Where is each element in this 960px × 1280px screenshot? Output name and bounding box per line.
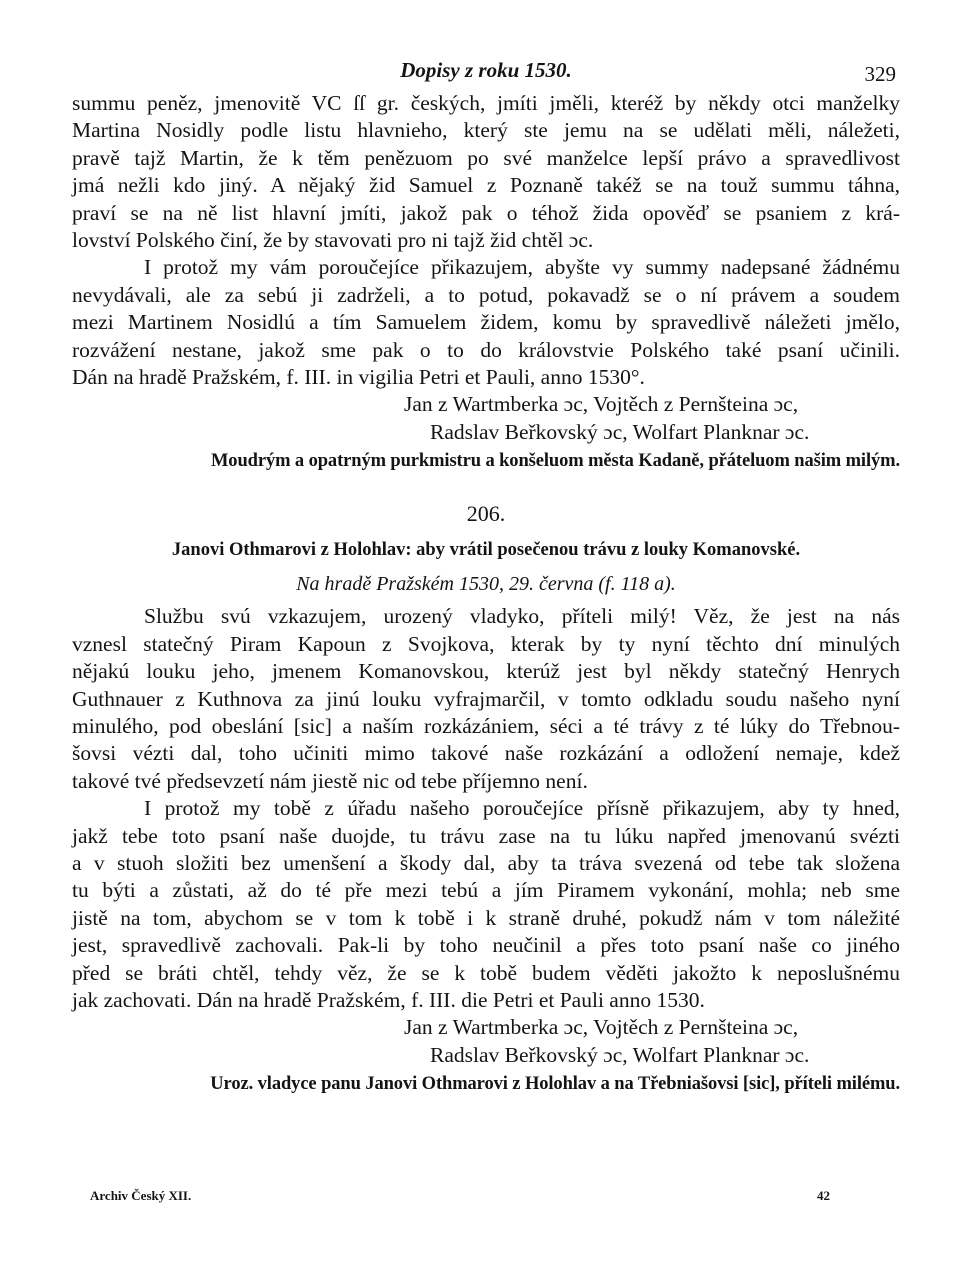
letter-address: Moudrým a opatrným purkmistru a konšeluom města Kadaně, přáteluom našim milým. [210, 451, 900, 472]
footer-signature-mark: 42 [817, 1188, 830, 1203]
running-title: Dopisy z roku 1530. [400, 58, 572, 82]
text-line: minulého, pod obeslání [sic] a naším rozkázániem, séci a té trávy z té lúky do Třebnou- [72, 713, 900, 738]
text-line: jistě na tom, abychom se v tom k tobě i k straně druhé, pokudž nám v tom náležité [72, 905, 900, 930]
letter-206-body [72, 603, 900, 1098]
text-line: takové tvé předsevzetí nám jiestě nic od tebe příjemno není. [72, 768, 588, 793]
text-line: před se bráti chtěl, tehdy věz, že se k tobě budem věděti jakožto k neposlušnému [72, 960, 900, 985]
letter-205-body [72, 90, 900, 475]
text-line: I protož my vám poroučejíce přikazujem, abyšte vy summy nadepsané žádnému [144, 255, 900, 280]
text-line: Službu svú vzkazujem, urozený vladyko, příteli milý! Věz, že jest na nás [144, 604, 900, 629]
text-line: a v stuoh složiti bez umenšení a škody dal, aby ta tráva svezená od tebe tak složena [72, 850, 900, 875]
text-line: praví se na ně list hlavní jmíti, jakož pak o téhož žida opověď se psaniem z krá- [72, 200, 900, 225]
text-line: tu býti a zůstati, až do té pře mezi tebú a jím Piramem vykonání, mohla; neb sme [72, 878, 900, 903]
document-date: Na hradě Pražském 1530, 29. června (f. 118 a). [296, 573, 676, 596]
document-number: 206. [466, 501, 506, 527]
text-line: Martina Nosidly podle listu hlavnieho, který ste jemu na se udělati měli, náležeti, [72, 118, 900, 143]
signature-line: Radslav Beřkovský ɔc, Wolfart Planknar ɔc. [430, 1042, 810, 1067]
running-head [72, 56, 900, 90]
document-page [72, 56, 900, 1098]
footer-source: Archiv Český XII. [90, 1188, 192, 1203]
letter-address: Uroz. vladyce panu Janovi Othmarovi z Holohlav a na Třebniašovsi [sic], příteli milému. [210, 1074, 900, 1095]
text-line: jak zachovati. Dán na hradě Pražském, f. III. die Petri et Pauli anno 1530. [72, 987, 705, 1012]
text-line: jest, spravedlivě zachovali. Pak-li by toho neučinil a přes toto psaní naše co jiného [72, 933, 900, 958]
text-line: nějakú louku jeho, jmenem Komanovskou, kterúž jest byl někdy statečný Henrych [72, 659, 900, 684]
text-line: vznesl statečný Piram Kapoun z Svojkova, kterak by ty nyní těchto dní minulých [72, 631, 900, 656]
text-line: mezi Martinem Nosidlú a tím Samuelem židem, komu by spravedlivě náležeti jmělo, [72, 310, 900, 335]
signature-line: Jan z Wartmberka ɔc, Vojtěch z Pernšteina ɔc, [404, 1015, 799, 1040]
text-line: nevydávali, ale za sebú ji zadrželi, a to potud, pokavadž se o ní právem a soudem [72, 282, 900, 307]
text-line: rozvážení nestane, jakož sme pak o to do královstvie Polského také psaní učinili. [72, 337, 900, 362]
text-line: šovsi vézti dal, toho učiniti mimo takové naše rozkázání a odložení nemaje, kdež [72, 741, 900, 766]
page-number: 329 [864, 62, 896, 86]
text-line: Guthnauer z Kuthnova za jinú louku vyfrajmarčil, v tomto odkladu soudu našeho nyní [72, 686, 900, 711]
text-line: pravě tajž Martin, že k těm penězuom po své manželce lepší právo a spravedlivost [72, 145, 900, 170]
document-heading: Janovi Othmarovi z Holohlav: aby vrátil posečenou trávu z louky Komanovské. [171, 540, 801, 561]
text-line: jakž tebe toto psaní naše duojde, tu trávu zase na tu lúku napřed jmenovanú svézti [72, 823, 900, 848]
signature-line: Radslav Beřkovský ɔc, Wolfart Planknar ɔc. [430, 419, 810, 444]
signature-line: Jan z Wartmberka ɔc, Vojtěch z Pernšteina ɔc, [404, 392, 799, 417]
text-line: Dán na hradě Pražském, f. III. in vigilia Petri et Pauli, anno 1530°. [72, 365, 645, 390]
text-line: jmá nežli kdo jiný. A nějaký žid Samuel z Poznaně takéž se na touž summu táhna, [72, 173, 900, 198]
text-line: I protož my tobě z úřadu našeho poroučejíce přísně přikazujem, aby ty hned, [144, 796, 900, 821]
text-line: summu peněz, jmenovitě VC ſſ gr. českých, jmíti jměli, kteréž by někdy otci manželky [72, 91, 900, 115]
text-line: lovství Polského činí, že by stavovati pro ni tajž žid chtěl ɔc. [72, 228, 594, 253]
